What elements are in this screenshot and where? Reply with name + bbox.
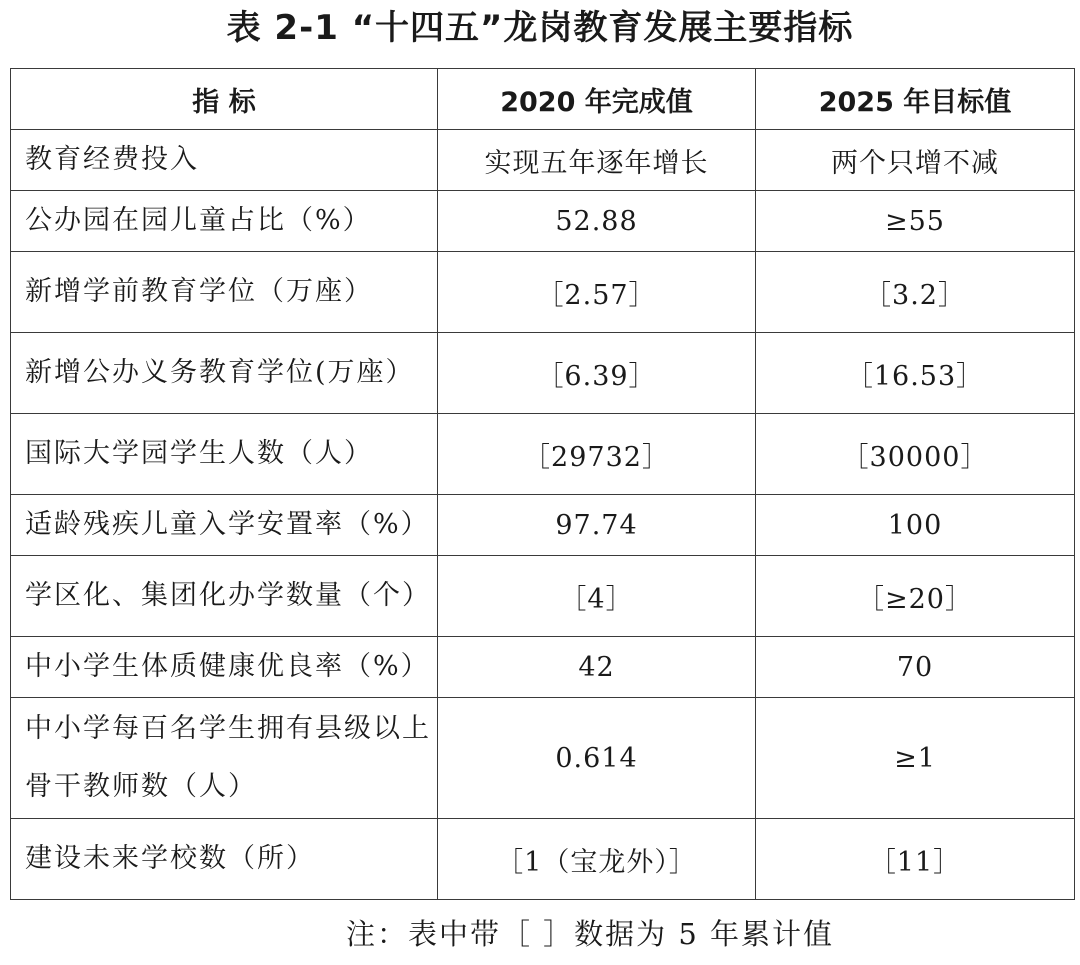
target-2025-cell: ［≥20］ (756, 556, 1075, 637)
table-row (11, 191, 1075, 252)
value-2020-cell: 实现五年逐年增长 (438, 130, 756, 191)
header-2025-target: 2025 年目标值 (756, 69, 1075, 130)
table-row (11, 698, 1075, 819)
table-row (11, 819, 1075, 900)
table-row (11, 637, 1075, 698)
value-2020-cell: ［29732］ (438, 414, 756, 495)
value-2020-cell: 52.88 (438, 191, 756, 252)
table-row (11, 556, 1075, 637)
target-2025-cell: ［3.2］ (756, 252, 1075, 333)
target-2025-cell: 70 (756, 637, 1075, 698)
indicator-cell: 中小学每百名学生拥有县级以上骨干教师数（人） (11, 698, 438, 819)
header-indicator: 指 标 (11, 69, 438, 130)
indicator-cell: 新增学前教育学位（万座） (11, 252, 438, 333)
target-2025-cell: ［16.53］ (756, 333, 1075, 414)
indicator-cell: 建设未来学校数（所） (11, 819, 438, 900)
header-2020-value: 2020 年完成值 (438, 69, 756, 130)
indicator-cell: 国际大学园学生人数（人） (11, 414, 438, 495)
indicator-cell: 中小学生体质健康优良率（%） (11, 637, 438, 698)
value-2020-cell: 97.74 (438, 495, 756, 556)
target-2025-cell: 100 (756, 495, 1075, 556)
target-2025-cell: ≥55 (756, 191, 1075, 252)
value-2020-cell: ［2.57］ (438, 252, 756, 333)
target-2025-cell: 两个只增不减 (756, 130, 1075, 191)
table-row (11, 495, 1075, 556)
value-2020-cell: 42 (438, 637, 756, 698)
table-title: 表 2-1 “十四五”龙岗教育发展主要指标 (226, 8, 854, 48)
target-2025-cell: ［30000］ (756, 414, 1075, 495)
table-row (11, 130, 1075, 191)
value-2020-cell: 0.614 (438, 698, 756, 819)
indicator-cell: 公办园在园儿童占比（%） (11, 191, 438, 252)
indicator-cell: 教育经费投入 (11, 130, 438, 191)
indicator-cell: 新增公办义务教育学位(万座） (11, 333, 438, 414)
value-2020-cell: ［1（宝龙外）］ (438, 819, 756, 900)
value-2020-cell: ［4］ (438, 556, 756, 637)
table-header-row (11, 69, 1075, 130)
indicator-cell: 适龄残疾儿童入学安置率（%） (11, 495, 438, 556)
table-row (11, 252, 1075, 333)
table-row (11, 414, 1075, 495)
table-row (11, 333, 1075, 414)
target-2025-cell: ≥1 (756, 698, 1075, 819)
table-footnote: 注：表中带［ ］数据为 5 年累计值 (345, 917, 835, 951)
target-2025-cell: ［11］ (756, 819, 1075, 900)
indicator-cell: 学区化、集团化办学数量（个） (11, 556, 438, 637)
indicators-table (10, 68, 1075, 900)
value-2020-cell: ［6.39］ (438, 333, 756, 414)
